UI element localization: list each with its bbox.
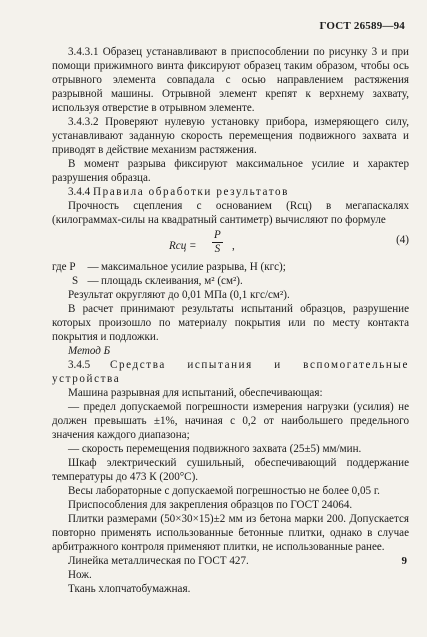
paragraph-scales: Весы лабораторные с допускаемой погрешностью не более 0,05 г. bbox=[68, 485, 380, 497]
formula-fraction bbox=[212, 229, 223, 256]
list-item-error-limit: — предел допускаемой погрешности измерения нагрузки (усилия) не должен превышать ±1%, начиная с 0,2 от наибольшего предельного значения каждого диапазона; bbox=[52, 401, 409, 441]
definition-dash: — bbox=[87, 275, 99, 287]
formula-number: (4) bbox=[396, 234, 409, 246]
paragraph-fixtures: Приспособления для закрепления образцов по ГОСТ 24064. bbox=[68, 499, 353, 511]
formula-definitions bbox=[52, 260, 409, 288]
formula-lhs: Rсц = bbox=[169, 240, 197, 252]
formula-denominator: S bbox=[214, 243, 221, 255]
section-title: Правила обработки результатов bbox=[92, 186, 290, 198]
section-number: 3.4.4 bbox=[68, 186, 91, 198]
definition-symbol: где P bbox=[52, 261, 76, 273]
paragraph-strength: Прочность сцепления с основанием (Rсц) в мегапаскалях (килограммах-силы на квадратный сантиметр) вычисляют по формуле bbox=[52, 200, 409, 226]
formula-numerator: P bbox=[214, 229, 221, 241]
method-heading: Метод Б bbox=[68, 345, 111, 357]
list-item-speed: — скорость перемещения подвижного захвата (25±5) мм/мин. bbox=[68, 443, 362, 455]
paragraph-machine: Машина разрывная для испытаний, обеспечивающая: bbox=[68, 387, 323, 399]
section-title: Средства испытания и вспомогательные устройства bbox=[52, 359, 409, 385]
section-number: 3.4.5 bbox=[68, 359, 91, 371]
definition-dash: — bbox=[87, 261, 99, 273]
formula-4 bbox=[52, 229, 409, 259]
definition-text: площадь склеивания, м² (см²). bbox=[101, 275, 243, 287]
paragraph-ruler: Линейка металлическая по ГОСТ 427. bbox=[68, 555, 249, 567]
paragraph-calculation: В расчет принимают результаты испытаний образцов, разрушение которых произошло по материалу покрытия или по месту контакта покрытия и подложки. bbox=[52, 303, 409, 343]
paragraph-cloth: Ткань хлопчатобумажная. bbox=[68, 583, 191, 595]
page-number: 9 bbox=[401, 555, 407, 567]
paragraph-tiles: Плитки размерами (50×30×15)±2 мм из бетона марки 200. Допускается повторно применять использованные бетонные плитки, однако в случае арбитражного контроля применяют плитки, не использованные ранее. bbox=[52, 513, 409, 553]
paragraph-3-4-3-2: 3.4.3.2 Проверяют нулевую установку прибора, измеряющего силу, устанавливают заданную скорость перемещения подвижного захвата и приводят в действие механизм растяжения. bbox=[52, 116, 409, 156]
paragraph-knife: Нож. bbox=[68, 569, 92, 581]
definition-symbol: S bbox=[72, 275, 79, 287]
paragraph-rounding: Результат округляют до 0,01 МПа (0,1 кгс/см²). bbox=[68, 289, 290, 301]
section-heading-3-4-5 bbox=[52, 358, 409, 386]
formula-comma: , bbox=[232, 240, 235, 252]
paragraph-3-4-3-1: 3.4.3.1 Образец устанавливают в приспособлении по рисунку 3 и при помощи прижимного винта фиксируют образец таким образом, чтобы ось отрывного элемента совпадала с осью направлением растяжения разрывной машины. Отрывной элемент крепят к верхнему захвату, используя отверстие в отрывном элементе. bbox=[52, 46, 409, 114]
page-content bbox=[52, 45, 409, 596]
paragraph-break-moment: В момент разрыва фиксируют максимальное усилие и характер разрушения образца. bbox=[52, 158, 409, 184]
page-header: ГОСТ 26589—94 bbox=[319, 20, 405, 32]
section-heading-3-4-4 bbox=[52, 185, 409, 199]
definition-text: максимальное усилие разрыва, Н (кгс); bbox=[101, 261, 286, 273]
paragraph-drying-cabinet: Шкаф электрический сушильный, обеспечивающий поддержание температуры до 473 К (200°С). bbox=[52, 457, 409, 483]
